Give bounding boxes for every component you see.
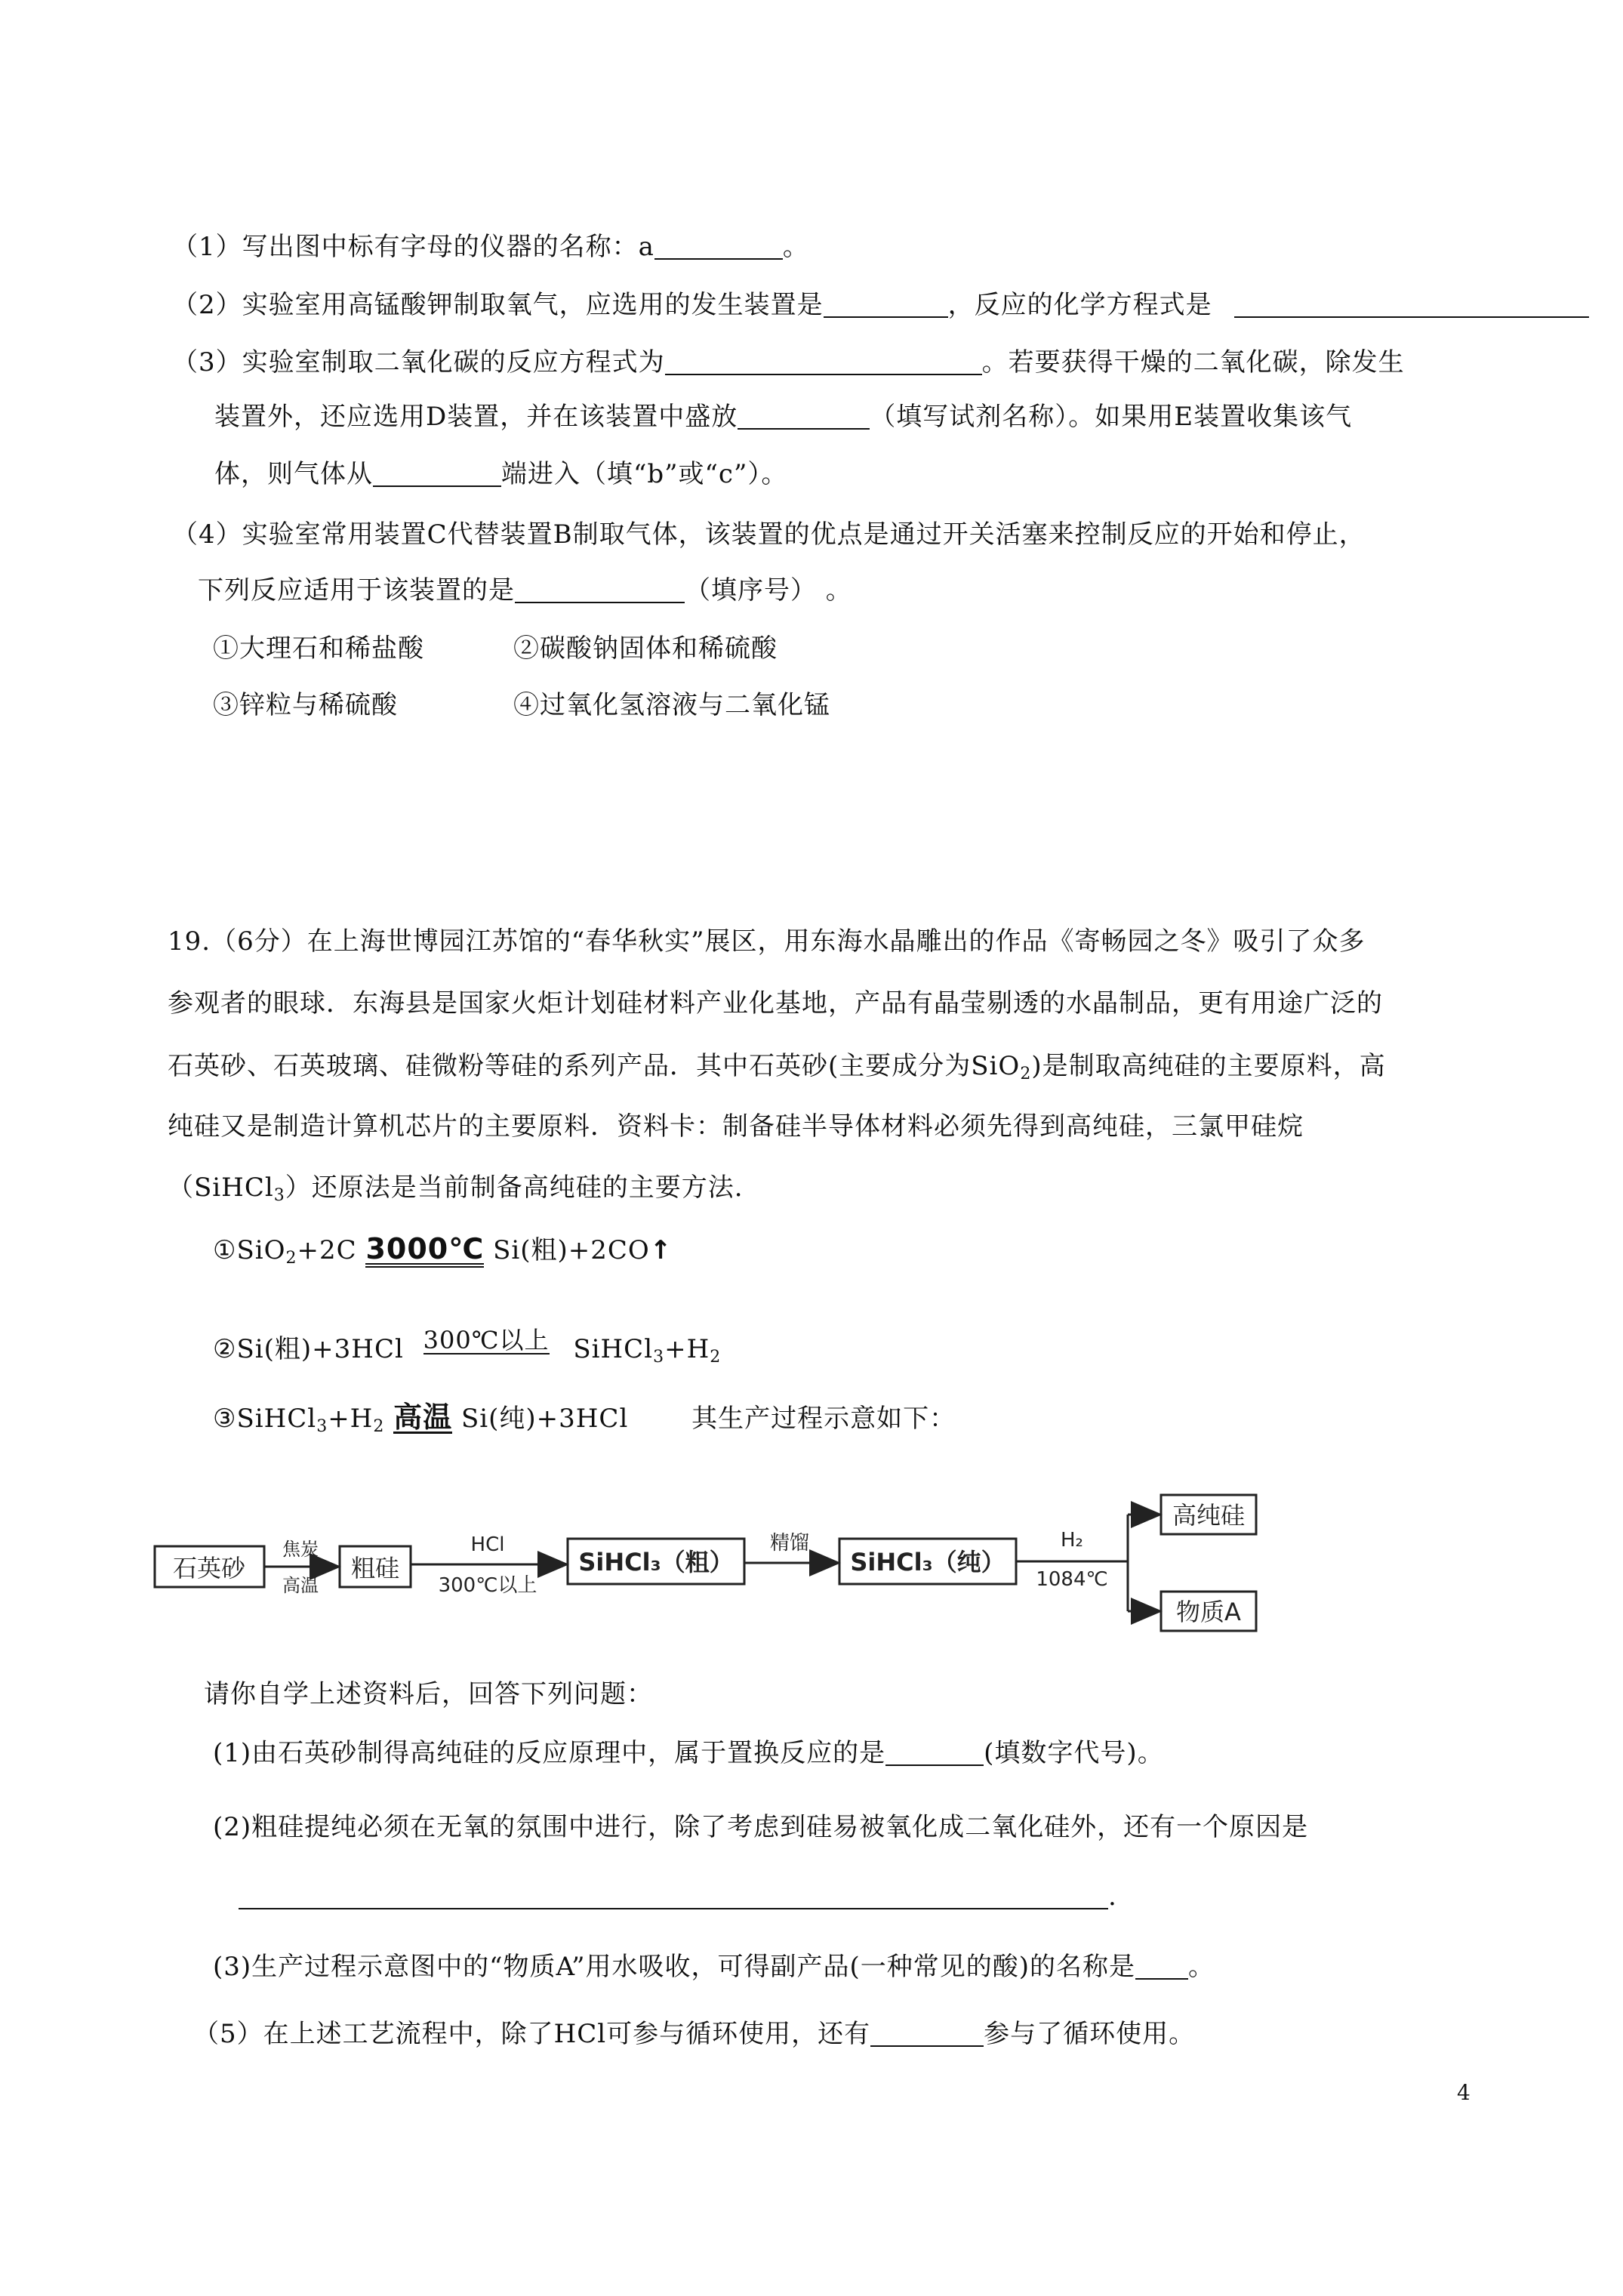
q19-intro-line1: 19.（6分）在上海世博园江苏馆的“春华秋实”展区，用东海水晶雕出的作品《寄畅园之冬》吸引了众多 xyxy=(168,926,1366,957)
q19-sub1: (1)由石英砂制得高纯硅的反应原理中，属于置换反应的是 (填数字代号)。 xyxy=(213,1738,1164,1768)
flow-label-arrow4-top: H₂ xyxy=(1061,1529,1083,1552)
q18-part3-line2: 装置外，还应选用D装置，并在该装置中盛放 （填写试剂名称）。如果用E装置收集该气 xyxy=(214,402,1353,432)
q18-part3-line1: （3）实验室制取二氧化碳的反应方程式为 。若要获得干燥的二氧化碳，除发生 xyxy=(172,347,1405,378)
q19-intro-line3: 石英砂、石英玻璃、硅微粉等硅的系列产品．其中石英砂(主要成分为SiO$_2$)是制取高纯硅的主要原料，高 xyxy=(168,1051,1386,1083)
q19-intro-line5: （SiHCl$_3$）还原法是当前制备高纯硅的主要方法. xyxy=(168,1173,744,1205)
flow-label-arrow4-bottom: 1084℃ xyxy=(1036,1568,1108,1591)
flow-label-arrow1-bottom: 高温 xyxy=(282,1575,319,1596)
flow-label-arrow3-top: 精馏 xyxy=(769,1532,810,1555)
q19-intro-line2: 参观者的眼球．东海县是国家火炬计划硅材料产业化基地，产品有晶莹剔透的水晶制品，更有用途广泛的 xyxy=(168,988,1383,1019)
q18-part2: （2）实验室用高锰酸钾制取氧气，应选用的发生装置是 ，反应的化学方程式是 xyxy=(172,288,1589,322)
answer-blank-co2-equation[interactable] xyxy=(665,348,982,375)
flow-label-box6: 物质A xyxy=(1176,1598,1241,1626)
equation-1: ①SiO$_2$+2C 3000℃ Si(粗)+2CO↑ xyxy=(213,1232,673,1268)
equation-2: ②Si(粗)+3HCl 300℃以上 $SiHCl_3+H_2$ xyxy=(213,1326,722,1367)
flow-label-arrow1-top: 焦炭 xyxy=(282,1539,319,1560)
flow-label-box1: 石英砂 xyxy=(172,1554,246,1583)
page-number: 4 xyxy=(1457,2080,1471,2105)
q18-option-3: ③锌粒与稀硫酸 xyxy=(213,690,398,720)
answer-blank-device[interactable] xyxy=(824,291,948,318)
answer-blank-replacement[interactable] xyxy=(885,1739,984,1766)
q18-part1: （1）写出图中标有字母的仪器的名称：a 。 xyxy=(172,232,809,262)
q18-part3-line3: 体，则气体从 端进入（填“b”或“c”）。 xyxy=(214,459,788,489)
gas-up-arrow-icon: ↑ xyxy=(649,1235,673,1265)
equation-3: $③SiHCl_3+H_2$ 高温 Si(纯)+3HCl 其生产过程示意如下： xyxy=(213,1401,956,1436)
flow-label-arrow2-top: HCl xyxy=(470,1533,505,1556)
q19-sub2: (2)粗硅提纯必须在无氧的氛围中进行，除了考虑到硅易被氧化成二氧化硅外，还有一个原因是 xyxy=(213,1812,1309,1842)
answer-blank-recycle[interactable] xyxy=(870,2020,984,2047)
q19-sub2-answer: . xyxy=(239,1880,1117,1913)
equation-3-condition: 高温 xyxy=(393,1401,453,1434)
answer-blank-reagent[interactable] xyxy=(738,402,870,430)
q19-sub5: （5）在上述工艺流程中，除了HCl可参与循环使用，还有 参与了循环使用。 xyxy=(193,2019,1196,2049)
q18-option-2: ②碳酸钠固体和稀硫酸 xyxy=(513,633,778,664)
equation-1-condition: 3000℃ xyxy=(365,1234,484,1268)
answer-blank-reason[interactable] xyxy=(239,1882,1108,1909)
q19-prompt: 请你自学上述资料后，回答下列问题： xyxy=(204,1679,653,1709)
flow-label-box2: 粗硅 xyxy=(350,1554,400,1583)
q18-option-1: ①大理石和稀盐酸 xyxy=(213,633,424,664)
answer-blank-reaction[interactable] xyxy=(515,576,685,603)
answer-blank-acid[interactable] xyxy=(1135,1952,1188,1980)
answer-blank-equation[interactable] xyxy=(1234,291,1589,318)
q18-part4-line1: （4）实验室常用装置C代替装置B制取气体，该装置的优点是通过开关活塞来控制反应的开始和停止， xyxy=(172,519,1366,550)
production-flow-diagram xyxy=(0,1480,1623,1646)
flow-label-arrow2-bottom: 300℃以上 xyxy=(438,1574,537,1597)
q18-part4-line2: 下列反应适用于该装置的是 （填序号） 。 xyxy=(198,575,852,606)
flow-label-box5: 高纯硅 xyxy=(1172,1501,1246,1530)
answer-blank-inlet[interactable] xyxy=(373,460,501,487)
q19-intro-line4: 纯硅又是制造计算机芯片的主要原料．资料卡：制备硅半导体材料必须先得到高纯硅，三氯甲硅烷 xyxy=(168,1111,1304,1142)
equation-2-condition: 300℃以上 xyxy=(423,1326,550,1354)
q18-option-4: ④过氧化氢溶液与二氧化锰 xyxy=(513,690,830,720)
answer-blank-a[interactable] xyxy=(654,233,783,260)
flow-label-box4: SiHCl₃（纯） xyxy=(850,1548,1006,1576)
q19-sub3: (3)生产过程示意图中的“物质A”用水吸收，可得副产品(一种常见的酸)的名称是 。 xyxy=(213,1952,1215,1982)
flow-label-box3: SiHCl₃（粗） xyxy=(578,1548,734,1576)
